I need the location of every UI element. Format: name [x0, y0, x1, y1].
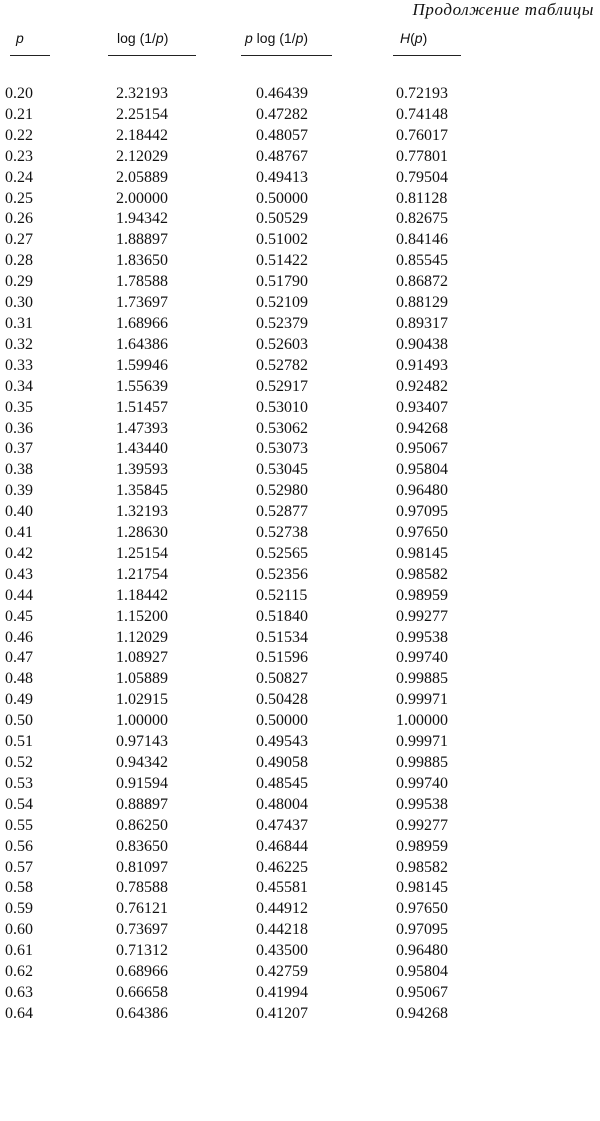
cell-entropy: 0.98959 [396, 586, 448, 604]
table-row [0, 544, 600, 565]
cell-p-log-inv-p: 0.51840 [256, 607, 308, 625]
cell-p-log-inv-p: 0.52877 [256, 503, 308, 521]
cell-log-inv-p: 0.66658 [116, 983, 168, 1001]
cell-p-log-inv-p: 0.51534 [256, 628, 308, 646]
cell-log-inv-p: 1.59946 [116, 356, 168, 374]
table-row [0, 251, 600, 272]
cell-entropy: 0.96480 [396, 482, 448, 500]
rule-p [10, 55, 50, 56]
cell-entropy: 0.84146 [396, 231, 448, 249]
cell-log-inv-p: 0.88897 [116, 795, 168, 813]
table-row [0, 398, 600, 419]
cell-p-log-inv-p: 0.48767 [256, 147, 308, 165]
cell-p: 0.25 [5, 189, 33, 207]
cell-p-log-inv-p: 0.46225 [256, 858, 308, 876]
cell-p: 0.60 [5, 921, 33, 939]
rule-plog [241, 55, 332, 56]
table-row [0, 837, 600, 858]
cell-log-inv-p: 2.18442 [116, 126, 168, 144]
cell-log-inv-p: 1.83650 [116, 252, 168, 270]
cell-p: 0.41 [5, 524, 33, 542]
cell-p: 0.48 [5, 670, 33, 688]
cell-entropy: 0.77801 [396, 147, 448, 165]
cell-log-inv-p: 1.68966 [116, 314, 168, 332]
cell-entropy: 0.95067 [396, 440, 448, 458]
table-row [0, 377, 600, 398]
cell-p: 0.51 [5, 733, 33, 751]
rule-log [108, 55, 196, 56]
cell-p: 0.64 [5, 1004, 33, 1022]
header-plog-var1: p [245, 30, 253, 46]
cell-log-inv-p: 2.00000 [116, 189, 168, 207]
cell-p: 0.57 [5, 858, 33, 876]
cell-p: 0.59 [5, 900, 33, 918]
table-row [0, 962, 600, 983]
cell-entropy: 0.98582 [396, 565, 448, 583]
cell-p: 0.44 [5, 586, 33, 604]
cell-log-inv-p: 0.83650 [116, 837, 168, 855]
table-row [0, 795, 600, 816]
cell-entropy: 0.98145 [396, 544, 448, 562]
cell-p: 0.31 [5, 314, 33, 332]
cell-p-log-inv-p: 0.47282 [256, 105, 308, 123]
header-p-var: p [16, 30, 24, 46]
cell-p: 0.38 [5, 461, 33, 479]
cell-p-log-inv-p: 0.46439 [256, 85, 308, 102]
cell-log-inv-p: 1.43440 [116, 440, 168, 458]
cell-p: 0.34 [5, 377, 33, 395]
cell-p-log-inv-p: 0.53073 [256, 440, 308, 458]
header-log-suffix: ) [163, 30, 169, 46]
cell-p: 0.46 [5, 628, 33, 646]
table-row [0, 607, 600, 628]
cell-entropy: 0.85545 [396, 252, 448, 270]
cell-entropy: 0.98959 [396, 837, 448, 855]
table-row [0, 84, 600, 105]
cell-p: 0.54 [5, 795, 33, 813]
cell-log-inv-p: 1.28630 [116, 524, 168, 542]
cell-p: 0.40 [5, 503, 33, 521]
table-row [0, 941, 600, 962]
cell-entropy: 0.89317 [396, 314, 448, 332]
cell-p: 0.56 [5, 837, 33, 855]
cell-entropy: 0.93407 [396, 398, 448, 416]
cell-entropy: 0.81128 [396, 189, 448, 207]
cell-p-log-inv-p: 0.53062 [256, 419, 308, 437]
cell-log-inv-p: 0.97143 [116, 733, 168, 751]
table-row [0, 168, 600, 189]
cell-p-log-inv-p: 0.52603 [256, 335, 308, 353]
rule-entropy [393, 55, 461, 56]
cell-entropy: 0.76017 [396, 126, 448, 144]
cell-log-inv-p: 1.64386 [116, 335, 168, 353]
cell-log-inv-p: 0.73697 [116, 921, 168, 939]
table-row [0, 209, 600, 230]
table-row [0, 732, 600, 753]
cell-p-log-inv-p: 0.48057 [256, 126, 308, 144]
cell-log-inv-p: 0.71312 [116, 942, 168, 960]
cell-entropy: 0.88129 [396, 294, 448, 312]
cell-p-log-inv-p: 0.51596 [256, 649, 308, 667]
cell-p: 0.36 [5, 419, 33, 437]
cell-entropy: 0.99885 [396, 754, 448, 771]
cell-p: 0.37 [5, 440, 33, 458]
table-row [0, 481, 600, 502]
cell-entropy: 0.94268 [396, 1004, 448, 1022]
cell-entropy: 0.99971 [396, 691, 448, 709]
header-h-open: ( [410, 30, 415, 46]
table-caption: Продолжение таблицы [412, 0, 594, 19]
cell-p: 0.29 [5, 273, 33, 291]
cell-log-inv-p: 1.73697 [116, 294, 168, 312]
cell-entropy: 0.99538 [396, 795, 448, 813]
cell-entropy: 0.79504 [396, 168, 448, 186]
cell-log-inv-p: 0.78588 [116, 879, 168, 897]
cell-p: 0.26 [5, 210, 33, 228]
cell-p-log-inv-p: 0.51422 [256, 252, 308, 270]
cell-p: 0.58 [5, 879, 33, 897]
cell-p: 0.55 [5, 816, 33, 834]
cell-p-log-inv-p: 0.53045 [256, 461, 308, 479]
table-row [0, 356, 600, 377]
table-row [0, 105, 600, 126]
cell-entropy: 0.74148 [396, 105, 448, 123]
cell-log-inv-p: 1.47393 [116, 419, 168, 437]
cell-entropy: 0.92482 [396, 377, 448, 395]
cell-p-log-inv-p: 0.44912 [256, 900, 308, 918]
cell-log-inv-p: 1.02915 [116, 691, 168, 709]
cell-p-log-inv-p: 0.52738 [256, 524, 308, 542]
cell-p: 0.30 [5, 294, 33, 312]
cell-p: 0.61 [5, 942, 33, 960]
table-row [0, 335, 600, 356]
cell-p-log-inv-p: 0.47437 [256, 816, 308, 834]
cell-entropy: 0.99277 [396, 607, 448, 625]
cell-entropy: 0.90438 [396, 335, 448, 353]
cell-p: 0.33 [5, 356, 33, 374]
table-row [0, 565, 600, 586]
cell-p: 0.28 [5, 252, 33, 270]
cell-log-inv-p: 1.78588 [116, 273, 168, 291]
cell-log-inv-p: 1.18442 [116, 586, 168, 604]
cell-p: 0.50 [5, 712, 33, 730]
cell-p: 0.23 [5, 147, 33, 165]
cell-log-inv-p: 2.05889 [116, 168, 168, 186]
cell-p-log-inv-p: 0.52356 [256, 565, 308, 583]
cell-entropy: 0.95067 [396, 983, 448, 1001]
cell-log-inv-p: 1.35845 [116, 482, 168, 500]
table-row [0, 628, 600, 649]
cell-p: 0.24 [5, 168, 33, 186]
table-row [0, 899, 600, 920]
cell-entropy: 0.96480 [396, 942, 448, 960]
header-entropy [400, 30, 427, 46]
table-body [0, 84, 600, 1025]
table-row [0, 858, 600, 879]
cell-entropy: 0.99538 [396, 628, 448, 646]
cell-log-inv-p: 1.32193 [116, 503, 168, 521]
cell-p-log-inv-p: 0.45581 [256, 879, 308, 897]
cell-log-inv-p: 0.91594 [116, 774, 168, 792]
cell-entropy: 0.72193 [396, 85, 448, 102]
table-row [0, 711, 600, 732]
table-row [0, 419, 600, 440]
cell-entropy: 0.86872 [396, 273, 448, 291]
cell-log-inv-p: 1.05889 [116, 670, 168, 688]
table-row [0, 690, 600, 711]
cell-p-log-inv-p: 0.48004 [256, 795, 308, 813]
table-row [0, 669, 600, 690]
table-row [0, 126, 600, 147]
table-row [0, 816, 600, 837]
cell-p-log-inv-p: 0.53010 [256, 398, 308, 416]
cell-log-inv-p: 2.25154 [116, 105, 168, 123]
cell-log-inv-p: 1.12029 [116, 628, 168, 646]
cell-entropy: 0.99740 [396, 649, 448, 667]
cell-p: 0.20 [5, 85, 33, 102]
header-plog-mid: log (1/ [252, 30, 296, 46]
table-row [0, 774, 600, 795]
header-log-prefix: log (1/ [117, 30, 156, 46]
table-row [0, 439, 600, 460]
table-row [0, 523, 600, 544]
cell-log-inv-p: 0.94342 [116, 754, 168, 771]
cell-p-log-inv-p: 0.46844 [256, 837, 308, 855]
cell-p: 0.42 [5, 544, 33, 562]
cell-log-inv-p: 0.81097 [116, 858, 168, 876]
cell-log-inv-p: 0.64386 [116, 1004, 168, 1022]
header-log [117, 30, 168, 46]
header-h-close: ) [422, 30, 428, 46]
cell-entropy: 0.99885 [396, 670, 448, 688]
cell-log-inv-p: 1.21754 [116, 565, 168, 583]
header-plog [245, 30, 308, 46]
cell-log-inv-p: 1.94342 [116, 210, 168, 228]
cell-p-log-inv-p: 0.50428 [256, 691, 308, 709]
cell-p-log-inv-p: 0.50000 [256, 712, 308, 730]
header-h-arg: p [414, 30, 423, 46]
table-row [0, 314, 600, 335]
cell-p-log-inv-p: 0.48545 [256, 774, 308, 792]
cell-p: 0.35 [5, 398, 33, 416]
table-row [0, 230, 600, 251]
cell-p-log-inv-p: 0.49413 [256, 168, 308, 186]
cell-p: 0.43 [5, 565, 33, 583]
table-row [0, 878, 600, 899]
cell-entropy: 1.00000 [396, 712, 448, 730]
cell-log-inv-p: 1.25154 [116, 544, 168, 562]
table-row [0, 189, 600, 210]
cell-entropy: 0.95804 [396, 963, 448, 981]
cell-p-log-inv-p: 0.50529 [256, 210, 308, 228]
cell-entropy: 0.98145 [396, 879, 448, 897]
cell-p-log-inv-p: 0.41994 [256, 983, 308, 1001]
cell-p-log-inv-p: 0.52917 [256, 377, 308, 395]
cell-p-log-inv-p: 0.52980 [256, 482, 308, 500]
cell-p: 0.63 [5, 983, 33, 1001]
cell-p: 0.47 [5, 649, 33, 667]
cell-entropy: 0.99971 [396, 733, 448, 751]
cell-p-log-inv-p: 0.42759 [256, 963, 308, 981]
cell-log-inv-p: 0.76121 [116, 900, 168, 918]
cell-log-inv-p: 1.08927 [116, 649, 168, 667]
cell-log-inv-p: 2.32193 [116, 85, 168, 102]
cell-log-inv-p: 0.68966 [116, 963, 168, 981]
cell-entropy: 0.82675 [396, 210, 448, 228]
table-row [0, 586, 600, 607]
cell-entropy: 0.95804 [396, 461, 448, 479]
cell-log-inv-p: 0.86250 [116, 816, 168, 834]
cell-entropy: 0.97095 [396, 921, 448, 939]
cell-p-log-inv-p: 0.52782 [256, 356, 308, 374]
table-row [0, 753, 600, 774]
cell-entropy: 0.99277 [396, 816, 448, 834]
table-row [0, 920, 600, 941]
table-row [0, 648, 600, 669]
cell-entropy: 0.98582 [396, 858, 448, 876]
cell-p-log-inv-p: 0.41207 [256, 1004, 308, 1022]
cell-entropy: 0.97650 [396, 900, 448, 918]
cell-p-log-inv-p: 0.52565 [256, 544, 308, 562]
cell-p-log-inv-p: 0.50000 [256, 189, 308, 207]
table-row [0, 1004, 600, 1025]
cell-p-log-inv-p: 0.51790 [256, 273, 308, 291]
table-row [0, 147, 600, 168]
cell-p-log-inv-p: 0.51002 [256, 231, 308, 249]
table-row [0, 293, 600, 314]
cell-p-log-inv-p: 0.43500 [256, 942, 308, 960]
cell-entropy: 0.94268 [396, 419, 448, 437]
cell-p: 0.52 [5, 754, 33, 771]
cell-p: 0.22 [5, 126, 33, 144]
cell-entropy: 0.97095 [396, 503, 448, 521]
table-row [0, 983, 600, 1004]
cell-log-inv-p: 1.55639 [116, 377, 168, 395]
cell-p: 0.39 [5, 482, 33, 500]
cell-p: 0.21 [5, 105, 33, 123]
header-h-var: H [400, 30, 411, 46]
cell-log-inv-p: 2.12029 [116, 147, 168, 165]
cell-log-inv-p: 1.00000 [116, 712, 168, 730]
cell-p-log-inv-p: 0.52379 [256, 314, 308, 332]
cell-entropy: 0.99740 [396, 774, 448, 792]
cell-p: 0.49 [5, 691, 33, 709]
cell-log-inv-p: 1.15200 [116, 607, 168, 625]
cell-log-inv-p: 1.88897 [116, 231, 168, 249]
table-row [0, 460, 600, 481]
cell-p-log-inv-p: 0.52109 [256, 294, 308, 312]
header-p [16, 30, 24, 46]
header-plog-var2: p [295, 30, 304, 46]
cell-p: 0.27 [5, 231, 33, 249]
header-log-var: p [155, 30, 164, 46]
cell-p-log-inv-p: 0.49058 [256, 754, 308, 771]
table-row [0, 502, 600, 523]
cell-log-inv-p: 1.39593 [116, 461, 168, 479]
cell-p-log-inv-p: 0.52115 [256, 586, 308, 604]
cell-p-log-inv-p: 0.49543 [256, 733, 308, 751]
table-row [0, 272, 600, 293]
cell-entropy: 0.97650 [396, 524, 448, 542]
cell-p-log-inv-p: 0.50827 [256, 670, 308, 688]
cell-log-inv-p: 1.51457 [116, 398, 168, 416]
cell-p: 0.45 [5, 607, 33, 625]
header-plog-suffix: ) [303, 30, 309, 46]
cell-entropy: 0.91493 [396, 356, 448, 374]
cell-p-log-inv-p: 0.44218 [256, 921, 308, 939]
cell-p: 0.62 [5, 963, 33, 981]
cell-p: 0.32 [5, 335, 33, 353]
cell-p: 0.53 [5, 774, 33, 792]
